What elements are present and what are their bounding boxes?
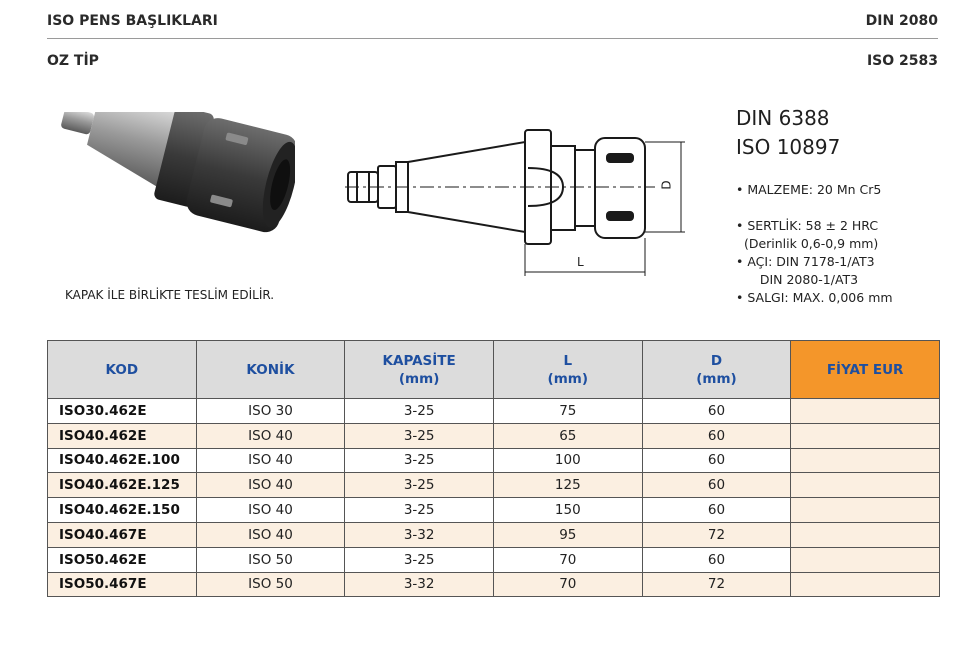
cell-l: 65 <box>493 423 642 448</box>
page-subtitle: OZ TİP <box>47 53 99 69</box>
cell-kod: ISO40.467E <box>48 522 197 547</box>
cell-konik: ISO 40 <box>196 423 345 448</box>
property-angle-2: DIN 2080-1/AT3 <box>736 272 859 287</box>
header-row <box>47 13 938 29</box>
header-price: FİYAT EUR <box>791 341 940 399</box>
cell-kod: ISO50.467E <box>48 572 197 597</box>
cell-d: 72 <box>642 572 791 597</box>
cell-d: 60 <box>642 399 791 424</box>
cell-price <box>791 572 940 597</box>
cell-l: 125 <box>493 473 642 498</box>
photo-caption: KAPAK İLE BİRLİKTE TESLİM EDİLİR. <box>65 288 275 302</box>
cell-price <box>791 399 940 424</box>
cell-l: 70 <box>493 547 642 572</box>
property-material: • MALZEME: 20 Mn Cr5 <box>736 182 882 197</box>
subheader-row <box>47 53 938 69</box>
header-divider <box>47 38 938 39</box>
cell-l: 75 <box>493 399 642 424</box>
standard-label-2: ISO 2583 <box>866 53 938 69</box>
table-row <box>48 473 940 498</box>
cell-price <box>791 473 940 498</box>
header-kapasite: KAPASİTE (mm) <box>345 341 494 399</box>
cell-kapasite: 3-25 <box>345 498 494 523</box>
cell-price <box>791 423 940 448</box>
cell-price <box>791 522 940 547</box>
cell-kapasite: 3-32 <box>345 572 494 597</box>
cell-konik: ISO 30 <box>196 399 345 424</box>
header-konik: KONİK <box>196 341 345 399</box>
cell-kod: ISO40.462E.100 <box>48 448 197 473</box>
standard-iso: ISO 10897 <box>736 135 841 159</box>
cell-konik: ISO 50 <box>196 572 345 597</box>
table-row <box>48 522 940 547</box>
cell-kapasite: 3-25 <box>345 399 494 424</box>
table-row <box>48 572 940 597</box>
product-photo <box>45 112 295 257</box>
cell-d: 72 <box>642 522 791 547</box>
cell-price <box>791 448 940 473</box>
cell-kod: ISO40.462E.125 <box>48 473 197 498</box>
cell-konik: ISO 40 <box>196 448 345 473</box>
cell-kod: ISO30.462E <box>48 399 197 424</box>
product-table <box>47 340 940 597</box>
property-depth: (Derinlik 0,6-0,9 mm) <box>736 236 879 251</box>
table-header-row <box>48 341 940 399</box>
page-title: ISO PENS BAŞLIKLARI <box>47 13 218 29</box>
table-row <box>48 399 940 424</box>
cell-kapasite: 3-32 <box>345 522 494 547</box>
dimension-d-label: D <box>659 180 674 190</box>
cell-kapasite: 3-25 <box>345 473 494 498</box>
cell-d: 60 <box>642 423 791 448</box>
cell-kapasite: 3-25 <box>345 423 494 448</box>
header-d: D (mm) <box>642 341 791 399</box>
cell-d: 60 <box>642 473 791 498</box>
cell-d: 60 <box>642 448 791 473</box>
table-row <box>48 547 940 572</box>
cell-price <box>791 498 940 523</box>
standard-label: DIN 2080 <box>865 13 938 29</box>
cell-d: 60 <box>642 547 791 572</box>
table-row <box>48 498 940 523</box>
cell-l: 150 <box>493 498 642 523</box>
cell-kod: ISO50.462E <box>48 547 197 572</box>
cell-l: 70 <box>493 572 642 597</box>
cell-kapasite: 3-25 <box>345 448 494 473</box>
standard-din: DIN 6388 <box>736 106 830 130</box>
properties-list <box>736 181 893 307</box>
property-runout: • SALGI: MAX. 0,006 mm <box>736 290 893 305</box>
cell-kod: ISO40.462E <box>48 423 197 448</box>
cell-l: 100 <box>493 448 642 473</box>
cell-d: 60 <box>642 498 791 523</box>
table-row <box>48 423 940 448</box>
header-l: L (mm) <box>493 341 642 399</box>
property-angle: • AÇI: DIN 7178-1/AT3 <box>736 254 875 269</box>
cell-konik: ISO 40 <box>196 498 345 523</box>
cell-kapasite: 3-25 <box>345 547 494 572</box>
cell-l: 95 <box>493 522 642 547</box>
cell-price <box>791 547 940 572</box>
cell-konik: ISO 40 <box>196 473 345 498</box>
technical-drawing <box>345 120 700 280</box>
cell-kod: ISO40.462E.150 <box>48 498 197 523</box>
standards-block <box>736 104 840 162</box>
cell-konik: ISO 40 <box>196 522 345 547</box>
dimension-l-label: L <box>577 255 584 269</box>
table-row <box>48 448 940 473</box>
property-hardness: • SERTLİK: 58 ± 2 HRC <box>736 218 879 233</box>
header-kod: KOD <box>48 341 197 399</box>
cell-konik: ISO 50 <box>196 547 345 572</box>
